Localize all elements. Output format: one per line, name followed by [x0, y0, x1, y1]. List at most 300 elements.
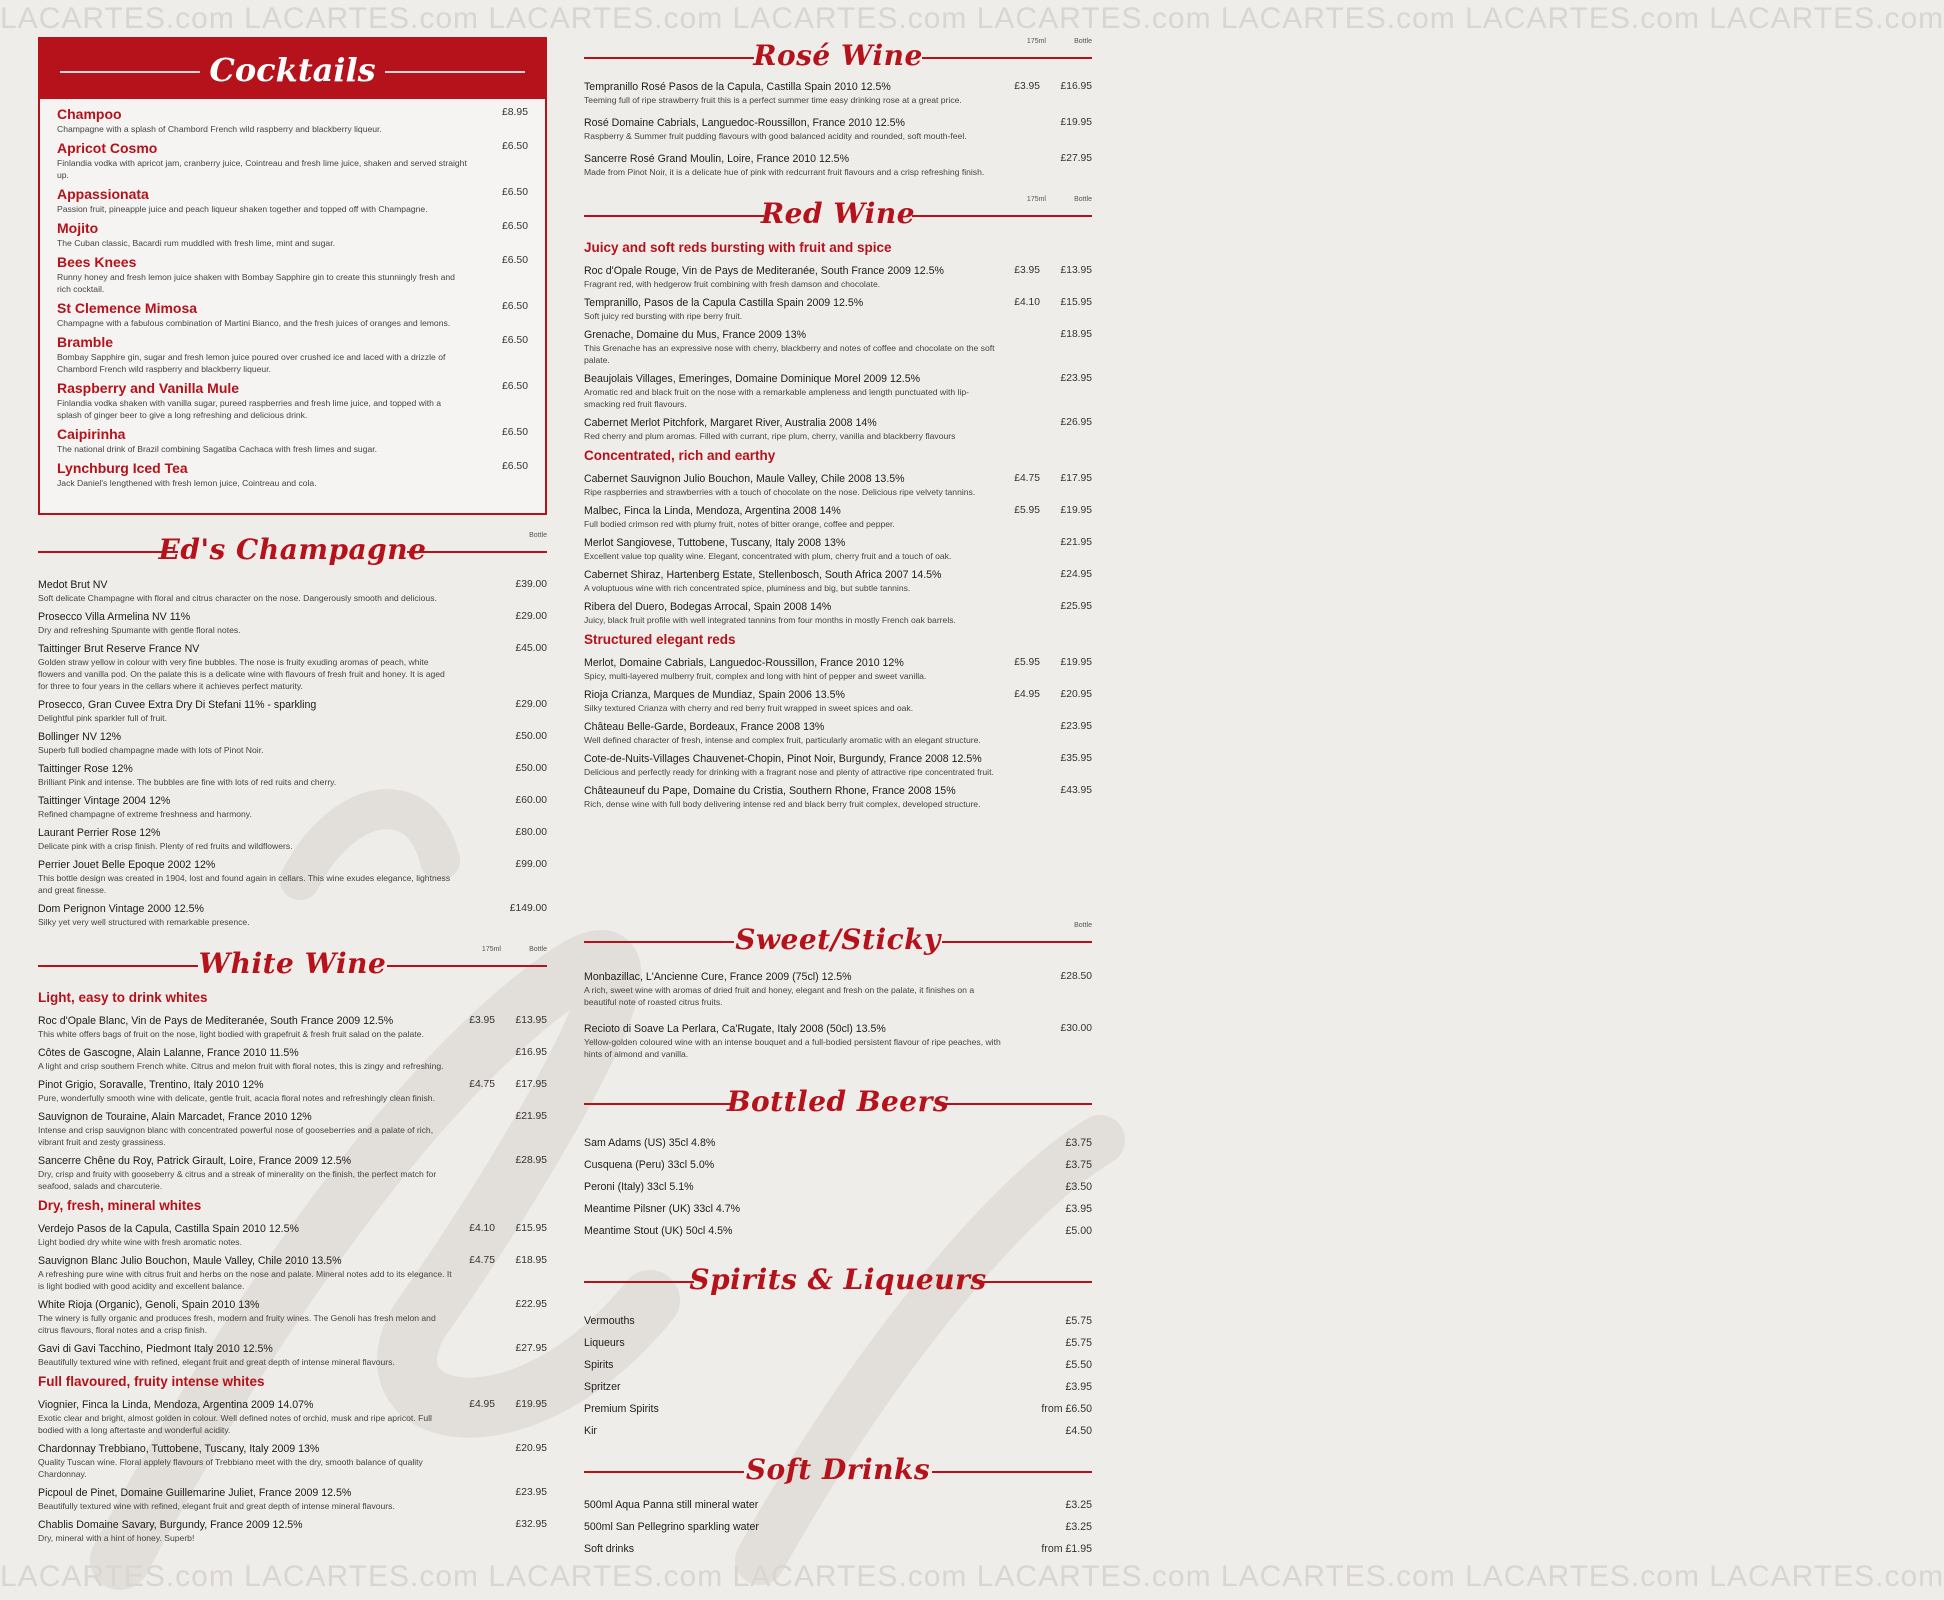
- cocktail-item: [57, 219, 528, 249]
- price-bottle: £20.95: [1060, 689, 1092, 700]
- wine-description: This white offers bags of fruit on the nose, light bodied with grapefruit & fresh fruit salad on the palate.: [38, 1029, 424, 1039]
- wine-item: [38, 1046, 547, 1072]
- wine-item: [38, 1154, 547, 1192]
- soft-drinks-section: [584, 1448, 1092, 1560]
- champagne-list: [38, 578, 547, 928]
- spirit-item-name: Vermouths: [584, 1315, 635, 1327]
- wine-item: [38, 1342, 547, 1368]
- wine-item: [584, 536, 1092, 562]
- wine-name: Beaujolais Villages, Emeringes, Domaine Dominique Morel 2009 12.5%: [584, 373, 921, 385]
- price-bottle: £23.95: [1060, 721, 1092, 732]
- col-header-bottle: Bottle: [1074, 922, 1092, 929]
- wine-item: [38, 1254, 547, 1292]
- wine-description: Made from Pinot Noir, it is a delicate hue of pink with redcurrant fruit flavours and a crisp refreshing finish.: [584, 167, 985, 177]
- cocktail-price: £6.50: [501, 187, 528, 198]
- cocktail-name: Lynchburg Iced Tea: [57, 460, 188, 476]
- wine-name: Cabernet Sauvignon Julio Bouchon, Maule Valley, Chile 2008 13.5%: [584, 473, 905, 485]
- cocktail-price: £6.50: [501, 141, 528, 152]
- cocktail-name: Bees Knees: [57, 254, 137, 270]
- wine-item: [38, 1078, 547, 1104]
- price-175ml: £4.95: [469, 1399, 495, 1410]
- price-bottle: £35.95: [1060, 753, 1092, 764]
- wine-item: [584, 720, 1092, 746]
- wine-name: Grenache, Domaine du Mus, France 2009 13%: [584, 329, 807, 341]
- beer-item-price: £3.95: [1065, 1203, 1092, 1215]
- wine-item: [38, 1298, 547, 1336]
- wine-description: Quality Tuscan wine. Floral applely flavours of Trebbiano meet with the dry, smooth balance of quality Chardonnay.: [38, 1457, 423, 1479]
- price-175ml: £4.10: [469, 1223, 495, 1234]
- beer-item-price: £3.75: [1065, 1137, 1092, 1149]
- wine-name: Taittinger Rose 12%: [38, 763, 133, 775]
- price-bottle: £19.95: [515, 1399, 547, 1410]
- wine-description: Silky yet very well structured with remarkable presence.: [38, 917, 250, 927]
- wine-name: Dom Perignon Vintage 2000 12.5%: [38, 903, 204, 915]
- watermark-top: LACARTES.com LACARTES.com LACARTES.com LACARTES.com LACARTES.com LACARTES.com LACARTES.com LACARTES.com: [0, 2, 1944, 35]
- wine-description: Refined champagne of extreme freshness and harmony.: [38, 809, 252, 819]
- price-bottle: £16.95: [515, 1047, 547, 1058]
- wine-group-heading: Light, easy to drink whites: [38, 990, 208, 1005]
- soft-drink-item-name: 500ml San Pellegrino sparkling water: [584, 1521, 759, 1533]
- wine-description: The winery is fully organic and produces fresh, modern and fruity wines. The Genoli has fresh melon and citrus flavours, floral notes and a crisp finish.: [38, 1313, 436, 1335]
- price-bottle: £27.95: [515, 1343, 547, 1354]
- spirit-item-price: £3.95: [1065, 1381, 1092, 1393]
- price-175ml: £5.95: [1014, 505, 1040, 516]
- spirit-item-name: Spritzer: [584, 1381, 621, 1393]
- wine-description: Soft delicate Champagne with floral and citrus character on the nose. Dangerously smooth and delicious.: [38, 593, 437, 603]
- cocktail-name: Champoo: [57, 106, 122, 122]
- wine-item: [38, 578, 547, 604]
- wine-name: Monbazillac, L'Ancienne Cure, France 2009 (75cl) 12.5%: [584, 971, 852, 983]
- price-bottle: £29.00: [515, 699, 547, 710]
- wine-name: Tempranillo, Pasos de la Capula Castilla Spain 2009 12.5%: [584, 297, 864, 309]
- wine-item: [38, 698, 547, 724]
- cocktail-description: Finlandia vodka with apricot jam, cranberry juice, Cointreau and fresh lime juice, shaken and served straight up.: [57, 158, 467, 180]
- soft-drinks-title-text: Soft Drinks: [745, 1453, 931, 1486]
- wine-item: [584, 328, 1092, 366]
- col-header-bottle: Bottle: [529, 946, 547, 953]
- spirits-header: [584, 1258, 1092, 1302]
- cocktail-price: £6.50: [501, 427, 528, 438]
- white-wine-section: [38, 942, 547, 1550]
- wine-name: Roc d'Opale Rouge, Vin de Pays de Mediteranée, South France 2009 12.5%: [584, 265, 944, 277]
- bottled-beers-list: [584, 1132, 1092, 1242]
- red-wine-title-text: Red Wine: [760, 197, 916, 230]
- cocktail-item: [57, 333, 528, 375]
- wine-group-heading: Juicy and soft reds bursting with fruit and spice: [584, 240, 892, 255]
- wine-description: This bottle design was created in 1904, lost and found again in cellars. This wine exudes elegance, lightness and great finesse.: [38, 873, 451, 895]
- wine-item: [38, 642, 547, 692]
- wine-name: Prosecco Villa Armelina NV 11%: [38, 611, 191, 623]
- price-bottle: £29.00: [515, 611, 547, 622]
- beer-item-name: Meantime Stout (UK) 50cl 4.5%: [584, 1225, 733, 1237]
- wine-name: Malbec, Finca la Linda, Mendoza, Argentina 2008 14%: [584, 505, 841, 517]
- soft-drink-item-price: from £1.95: [1041, 1543, 1092, 1555]
- wine-description: This Grenache has an expressive nose with cherry, blackberry and notes of coffee and chocolate on the soft palate.: [584, 343, 995, 365]
- wine-name: Cote-de-Nuits-Villages Chauvenet-Chopin, Pinot Noir, Burgundy, France 2008 12.5%: [584, 753, 982, 765]
- cocktail-item: [57, 299, 528, 329]
- spirit-item-name: Premium Spirits: [584, 1403, 659, 1415]
- price-bottle: £21.95: [1060, 537, 1092, 548]
- cocktail-item: [57, 459, 528, 489]
- price-175ml: £4.75: [1014, 473, 1040, 484]
- cocktail-name: Raspberry and Vanilla Mule: [57, 380, 240, 396]
- wine-description: Beautifully textured wine with refined, elegant fruit and great depth of intense mineral flavours.: [38, 1501, 395, 1511]
- price-bottle: £24.95: [1060, 569, 1092, 580]
- wine-name: Merlot Sangiovese, Tuttobene, Tuscany, Italy 2008 13%: [584, 537, 846, 549]
- sweet-sticky-title-text: Sweet/Sticky: [735, 923, 941, 956]
- soft-drinks-header: [584, 1448, 1092, 1492]
- wine-name: Laurant Perrier Rose 12%: [38, 827, 161, 839]
- wine-item: [38, 1442, 547, 1480]
- price-bottle: £80.00: [515, 827, 547, 838]
- cocktail-price: £6.50: [501, 221, 528, 232]
- wine-description: Delicious and perfectly ready for drinking with a fragrant nose and plenty of attractive ripe concentrated fruit.: [584, 767, 994, 777]
- wine-description: A light and crisp southern French white. Citrus and melon fruit with floral notes, this is zingy and refreshing.: [38, 1061, 444, 1071]
- wine-description: Excellent value top quality wine. Elegant, concentrated with plum, cherry fruit and a touch of oak.: [584, 551, 952, 561]
- cocktails-list: [40, 99, 545, 489]
- price-bottle: £25.95: [1060, 601, 1092, 612]
- wine-description: Aromatic red and black fruit on the nose with a remarkable ampleness and length punctuated with lip-smacking red fruit flavours.: [584, 387, 970, 409]
- col-header-bottle: Bottle: [1074, 196, 1092, 203]
- wine-name: Cabernet Merlot Pitchfork, Margaret River, Australia 2008 14%: [584, 417, 877, 429]
- rose-wine-header: [584, 34, 1092, 78]
- wine-name: Sauvignon de Touraine, Alain Marcadet, France 2010 12%: [38, 1111, 312, 1123]
- wine-item: [38, 858, 547, 896]
- col-header-bottle: Bottle: [529, 532, 547, 539]
- wine-description: Red cherry and plum aromas. Filled with currant, ripe plum, cherry, vanilla and blackberry flavours: [584, 431, 956, 441]
- wine-item: [38, 1110, 547, 1148]
- price-bottle: £27.95: [1060, 153, 1092, 164]
- wine-description: A refreshing pure wine with citrus fruit and herbs on the nose and palate. Mineral notes add to its elegance. It is light bodied with good acidity and excellent balance.: [38, 1269, 452, 1291]
- price-bottle: £28.50: [1060, 971, 1092, 982]
- cocktail-item: [57, 105, 528, 135]
- wine-name: Ribera del Duero, Bodegas Arrocal, Spain 2008 14%: [584, 601, 832, 613]
- cocktail-price: £6.50: [501, 381, 528, 392]
- cocktail-price: £6.50: [501, 461, 528, 472]
- wine-description: Golden straw yellow in colour with very fine bubbles. The nose is fruity exuding aromas of peach, white flowers and vanilla pod. On the palate this is a delicate wine with flavours of fresh fruit and honey. It is aged for three to four years in the cellars where it achieves perfect maturity.: [38, 657, 445, 691]
- wine-name: Rioja Crianza, Marques de Mundiaz, Spain 2006 13.5%: [584, 689, 845, 701]
- cocktail-item: [57, 425, 528, 455]
- sweet-sticky-section: [584, 918, 1092, 1074]
- price-bottle: £23.95: [1060, 373, 1092, 384]
- wine-name: Picpoul de Pinet, Domaine Guillemarine Juliet, France 2009 12.5%: [38, 1487, 352, 1499]
- price-bottle: £19.95: [1060, 657, 1092, 668]
- wine-item: [38, 1222, 547, 1248]
- wine-item: [584, 116, 1092, 142]
- soft-drink-item: [584, 1538, 1092, 1560]
- wine-item: [38, 1518, 547, 1544]
- cocktail-name: St Clemence Mimosa: [57, 300, 198, 316]
- wine-description: Dry, mineral with a hint of honey. Superb!: [38, 1533, 195, 1543]
- wine-item: [584, 472, 1092, 498]
- soft-drink-item-price: £3.25: [1065, 1521, 1092, 1533]
- wine-description: Fragrant red, with hedgerow fruit combining with fresh damson and chocolate.: [584, 279, 881, 289]
- champagne-title: [38, 528, 547, 572]
- price-bottle: £13.95: [515, 1015, 547, 1026]
- price-175ml: £4.75: [469, 1255, 495, 1266]
- spirit-item: [584, 1332, 1092, 1354]
- col-header-bottle: Bottle: [1074, 38, 1092, 45]
- price-bottle: £19.95: [1060, 117, 1092, 128]
- wine-group-heading: Dry, fresh, mineral whites: [38, 1198, 202, 1213]
- wine-name: Cabernet Shiraz, Hartenberg Estate, Stellenbosch, South Africa 2007 14.5%: [584, 569, 942, 581]
- wine-item: [584, 152, 1092, 178]
- spirit-item-name: Spirits: [584, 1359, 614, 1371]
- wine-name: Viognier, Finca la Linda, Mendoza, Argentina 2009 14.07%: [38, 1399, 314, 1411]
- wine-item: [38, 902, 547, 928]
- price-bottle: £50.00: [515, 731, 547, 742]
- wine-name: Verdejo Pasos de la Capula, Castilla Spain 2010 12.5%: [38, 1223, 299, 1235]
- spirits-list: [584, 1310, 1092, 1442]
- cocktail-item: [57, 379, 528, 421]
- wine-name: White Rioja (Organic), Genoli, Spain 2010 13%: [38, 1299, 260, 1311]
- cocktail-price: £6.50: [501, 301, 528, 312]
- wine-item: [38, 826, 547, 852]
- champagne-section: [38, 528, 547, 934]
- wine-group-heading: Full flavoured, fruity intense whites: [38, 1374, 265, 1389]
- sweet-sticky-header: [584, 918, 1092, 962]
- red-wine-title: [584, 192, 1092, 236]
- wine-name: Chablis Domaine Savary, Burgundy, France 2009 12.5%: [38, 1519, 303, 1531]
- wine-description: Raspberry & Summer fruit pudding flavours with good balanced acidity and rounded, soft mouth-feel.: [584, 131, 967, 141]
- wine-item: [584, 568, 1092, 594]
- spirit-item-price: from £6.50: [1041, 1403, 1092, 1415]
- white-wine-title-text: White Wine: [198, 947, 387, 980]
- price-bottle: £17.95: [1060, 473, 1092, 484]
- price-bottle: £18.95: [515, 1255, 547, 1266]
- rose-wine-title: [584, 34, 1092, 78]
- bottled-beers-section: [584, 1080, 1092, 1242]
- wine-name: Chardonnay Trebbiano, Tuttobene, Tuscany, Italy 2009 13%: [38, 1443, 320, 1455]
- rose-wine-list: [584, 80, 1092, 178]
- white-wine-title: [38, 942, 547, 986]
- beer-item-price: £3.50: [1065, 1181, 1092, 1193]
- white-wine-header: [38, 942, 547, 986]
- wine-name: Châteauneuf du Pape, Domaine du Cristia, Southern Rhone, France 2008 15%: [584, 785, 956, 797]
- wine-description: Delicate pink with a crisp finish. Plenty of red fruits and wildflowers.: [38, 841, 293, 851]
- beer-item-price: £5.00: [1065, 1225, 1092, 1237]
- wine-description: Brilliant Pink and intense. The bubbles are fine with lots of red ruits and cherry.: [38, 777, 337, 787]
- wine-description: Delightful pink sparkler full of fruit.: [38, 713, 167, 723]
- wine-item: [584, 416, 1092, 442]
- wine-description: Ripe raspberries and strawberries with a touch of chocolate on the nose. Delicious ripe velvety tannins.: [584, 487, 976, 497]
- wine-item: [584, 80, 1092, 106]
- price-bottle: £21.95: [515, 1111, 547, 1122]
- wine-name: Gavi di Gavi Tacchino, Piedmont Italy 2010 12.5%: [38, 1343, 273, 1355]
- cocktail-item: [57, 253, 528, 295]
- beer-item: [584, 1220, 1092, 1242]
- spirits-section: [584, 1258, 1092, 1442]
- price-bottle: £149.00: [509, 903, 547, 914]
- beer-item: [584, 1154, 1092, 1176]
- price-bottle: £13.95: [1060, 265, 1092, 276]
- price-bottle: £23.95: [515, 1487, 547, 1498]
- spirit-item: [584, 1310, 1092, 1332]
- white-wine-list: [38, 990, 547, 1544]
- beer-item: [584, 1176, 1092, 1198]
- red-wine-header: [584, 192, 1092, 236]
- cocktail-item: [57, 185, 528, 215]
- spirit-item: [584, 1398, 1092, 1420]
- price-bottle: £16.95: [1060, 81, 1092, 92]
- cocktail-description: Finlandia vodka shaken with vanilla sugar, pureed raspberries and fresh lime juice, and topped with a splash of ginger beer to give a long refreshing and delicious drink.: [57, 398, 442, 420]
- price-bottle: £18.95: [1060, 329, 1092, 340]
- price-bottle: £22.95: [515, 1299, 547, 1310]
- cocktail-name: Mojito: [57, 220, 99, 236]
- cocktail-name: Appassionata: [57, 186, 149, 202]
- wine-name: Medot Brut NV: [38, 579, 108, 591]
- wine-item: [584, 372, 1092, 410]
- wine-description: Superb full bodied champagne made with lots of Pinot Noir.: [38, 745, 264, 755]
- soft-drink-item: [584, 1516, 1092, 1538]
- cocktail-description: Bombay Sapphire gin, sugar and fresh lemon juice poured over crushed ice and laced with a drizzle of Chambord French wild raspberry and blackberry liqueur.: [57, 352, 446, 374]
- cocktail-description: Runny honey and fresh lemon juice shaken with Bombay Sapphire gin to create this stunningly fresh and rich cocktail.: [57, 272, 455, 294]
- wine-name: Sancerre Chêne du Roy, Patrick Girault, Loire, France 2009 12.5%: [38, 1155, 352, 1167]
- price-bottle: £19.95: [1060, 505, 1092, 516]
- price-bottle: £17.95: [515, 1079, 547, 1090]
- wine-description: Well defined character of fresh, intense and complex fruit, particularly aromatic with an elegant structure.: [584, 735, 981, 745]
- wine-item: [38, 1014, 547, 1040]
- col-header-175ml: 175ml: [1026, 38, 1046, 45]
- champagne-header: [38, 528, 547, 572]
- spirit-item: [584, 1420, 1092, 1442]
- red-wine-section: [584, 192, 1092, 816]
- cocktails-banner: [40, 39, 545, 99]
- spirit-item: [584, 1376, 1092, 1398]
- wine-name: Sancerre Rosé Grand Moulin, Loire, France 2010 12.5%: [584, 153, 849, 165]
- wine-description: Silky textured Crianza with cherry and red berry fruit wrapped in sweet spices and oak.: [584, 703, 914, 713]
- soft-drinks-list: [584, 1494, 1092, 1560]
- price-bottle: £39.00: [515, 579, 547, 590]
- wine-item: [584, 784, 1092, 810]
- wine-item: [38, 794, 547, 820]
- cocktail-description: The national drink of Brazil combining Sagatiba Cachaca with fresh limes and sugar.: [57, 444, 378, 454]
- price-175ml: £5.95: [1014, 657, 1040, 668]
- soft-drink-item-price: £3.25: [1065, 1499, 1092, 1511]
- cocktail-name: Apricot Cosmo: [57, 140, 158, 156]
- price-bottle: £15.95: [515, 1223, 547, 1234]
- price-bottle: £45.00: [515, 643, 547, 654]
- wine-item: [584, 296, 1092, 322]
- wine-group-heading: Concentrated, rich and earthy: [584, 448, 776, 463]
- cocktail-description: Passion fruit, pineapple juice and peach liqueur shaken together and topped off with Champagne.: [57, 204, 428, 214]
- wine-description: Exotic clear and bright, almost golden in colour. Well defined notes of orchid, musk and ripe apricot. Full bodied with a long aftertaste and wonderful acidity.: [38, 1413, 432, 1435]
- price-bottle: £99.00: [515, 859, 547, 870]
- wine-item: [38, 1486, 547, 1512]
- wine-name: Sauvignon Blanc Julio Bouchon, Maule Valley, Chile 2010 13.5%: [38, 1255, 342, 1267]
- spirit-item-price: £4.50: [1065, 1425, 1092, 1437]
- wine-description: Spicy, multi-layered mulberry fruit, complex and long with hint of pepper and sweet vanilla.: [584, 671, 927, 681]
- spirits-title-text: Spirits & Liqueurs: [689, 1263, 987, 1296]
- sweet-sticky-list: [584, 970, 1092, 1060]
- cocktails-section: [38, 37, 547, 515]
- wine-item: [38, 1398, 547, 1436]
- bottled-beers-header: [584, 1080, 1092, 1124]
- spirit-item: [584, 1354, 1092, 1376]
- price-bottle: £15.95: [1060, 297, 1092, 308]
- wine-item: [584, 600, 1092, 626]
- price-bottle: £50.00: [515, 763, 547, 774]
- spirit-item-name: Liqueurs: [584, 1337, 625, 1349]
- wine-name: Rosé Domaine Cabrials, Languedoc-Roussillon, France 2010 12.5%: [584, 117, 905, 129]
- soft-drink-item-name: 500ml Aqua Panna still mineral water: [584, 1499, 759, 1511]
- beer-item-name: Cusquena (Peru) 33cl 5.0%: [584, 1159, 715, 1171]
- wine-name: Tempranillo Rosé Pasos de la Capula, Castilla Spain 2010 12.5%: [584, 81, 891, 93]
- beer-item-price: £3.75: [1065, 1159, 1092, 1171]
- price-bottle: £30.00: [1060, 1023, 1092, 1034]
- soft-drinks-title: [584, 1448, 1092, 1492]
- wine-description: Dry, crisp and fruity with gooseberry & citrus and a streak of minerality on the finish, the perfect match for seafood, salads and charcuterie.: [38, 1169, 437, 1191]
- wine-item: [584, 688, 1092, 714]
- col-header-175ml: 175ml: [481, 946, 501, 953]
- champagne-title-text: Ed's Champagne: [158, 533, 427, 566]
- wine-name: Prosecco, Gran Cuvee Extra Dry Di Stefani 11% - sparkling: [38, 699, 317, 711]
- cocktail-description: Champagne with a fabulous combination of Martini Bianco, and the fresh juices of oranges and lemons.: [57, 318, 451, 328]
- price-175ml: £4.95: [1014, 689, 1040, 700]
- beer-item-name: Meantime Pilsner (UK) 33cl 4.7%: [584, 1203, 741, 1215]
- red-wine-list: [584, 240, 1092, 810]
- price-175ml: £4.75: [469, 1079, 495, 1090]
- wine-item: [38, 730, 547, 756]
- wine-group-heading: Structured elegant reds: [584, 632, 736, 647]
- price-bottle: £43.95: [1060, 785, 1092, 796]
- price-175ml: £3.95: [469, 1015, 495, 1026]
- wine-name: Roc d'Opale Blanc, Vin de Pays de Mediteranée, South France 2009 12.5%: [38, 1015, 394, 1027]
- wine-item: [584, 970, 1092, 1008]
- beer-item-name: Sam Adams (US) 35cl 4.8%: [584, 1137, 716, 1149]
- wine-description: Juicy, black fruit profile with well integrated tannins from four months in mostly French oak barrels.: [584, 615, 956, 625]
- spirit-item-price: £5.75: [1065, 1337, 1092, 1349]
- wine-item: [38, 762, 547, 788]
- wine-description: Teeming full of ripe strawberry fruit this is a perfect summer time easy drinking rose at a great price.: [584, 95, 962, 105]
- spirit-item-name: Kir: [584, 1425, 597, 1437]
- wine-name: Côtes de Gascogne, Alain Lalanne, France 2010 11.5%: [38, 1047, 299, 1059]
- beer-item: [584, 1132, 1092, 1154]
- beer-item: [584, 1198, 1092, 1220]
- sweet-sticky-title: [584, 918, 1092, 962]
- cocktail-name: Bramble: [57, 334, 114, 350]
- wine-name: Pinot Grigio, Soravalle, Trentino, Italy 2010 12%: [38, 1079, 264, 1091]
- rose-wine-title-text: Rosé Wine: [753, 39, 923, 72]
- wine-name: Perrier Jouet Belle Epoque 2002 12%: [38, 859, 216, 871]
- price-175ml: £4.10: [1014, 297, 1040, 308]
- wine-description: A rich, sweet wine with aromas of dried fruit and honey, elegant and fresh on the palate, it finishes on a beautiful note of roasted citrus fruits.: [584, 985, 975, 1007]
- cocktail-description: Jack Daniel's lengthened with fresh lemon juice, Cointreau and cola.: [57, 478, 317, 488]
- wine-name: Taittinger Brut Reserve France NV: [38, 643, 200, 655]
- beer-item-name: Peroni (Italy) 33cl 5.1%: [584, 1181, 694, 1193]
- cocktail-price: £6.50: [501, 255, 528, 266]
- price-bottle: £20.95: [515, 1443, 547, 1454]
- col-header-175ml: 175ml: [1026, 196, 1046, 203]
- cocktail-price: £8.95: [501, 107, 528, 118]
- wine-description: Dry and refreshing Spumante with gentle floral notes.: [38, 625, 241, 635]
- bottled-beers-title-text: Bottled Beers: [726, 1085, 950, 1118]
- price-bottle: £32.95: [515, 1519, 547, 1530]
- price-175ml: £3.95: [1014, 81, 1040, 92]
- wine-name: Bollinger NV 12%: [38, 731, 122, 743]
- wine-name: Merlot, Domaine Cabrials, Languedoc-Roussillon, France 2010 12%: [584, 657, 904, 669]
- cocktail-description: The Cuban classic, Bacardi rum muddled with fresh lime, mint and sugar.: [57, 238, 335, 248]
- wine-description: Beautifully textured wine with refined, elegant fruit and great depth of intense mineral flavours.: [38, 1357, 395, 1367]
- bottled-beers-title: [584, 1080, 1092, 1124]
- price-bottle: £26.95: [1060, 417, 1092, 428]
- cocktail-name: Caipirinha: [57, 426, 126, 442]
- wine-description: Soft juicy red bursting with ripe berry fruit.: [584, 311, 743, 321]
- soft-drink-item: [584, 1494, 1092, 1516]
- rose-wine-section: [584, 34, 1092, 188]
- cocktail-description: Champagne with a splash of Chambord French wild raspberry and blackberry liqueur.: [57, 124, 382, 134]
- cocktail-item: [57, 139, 528, 181]
